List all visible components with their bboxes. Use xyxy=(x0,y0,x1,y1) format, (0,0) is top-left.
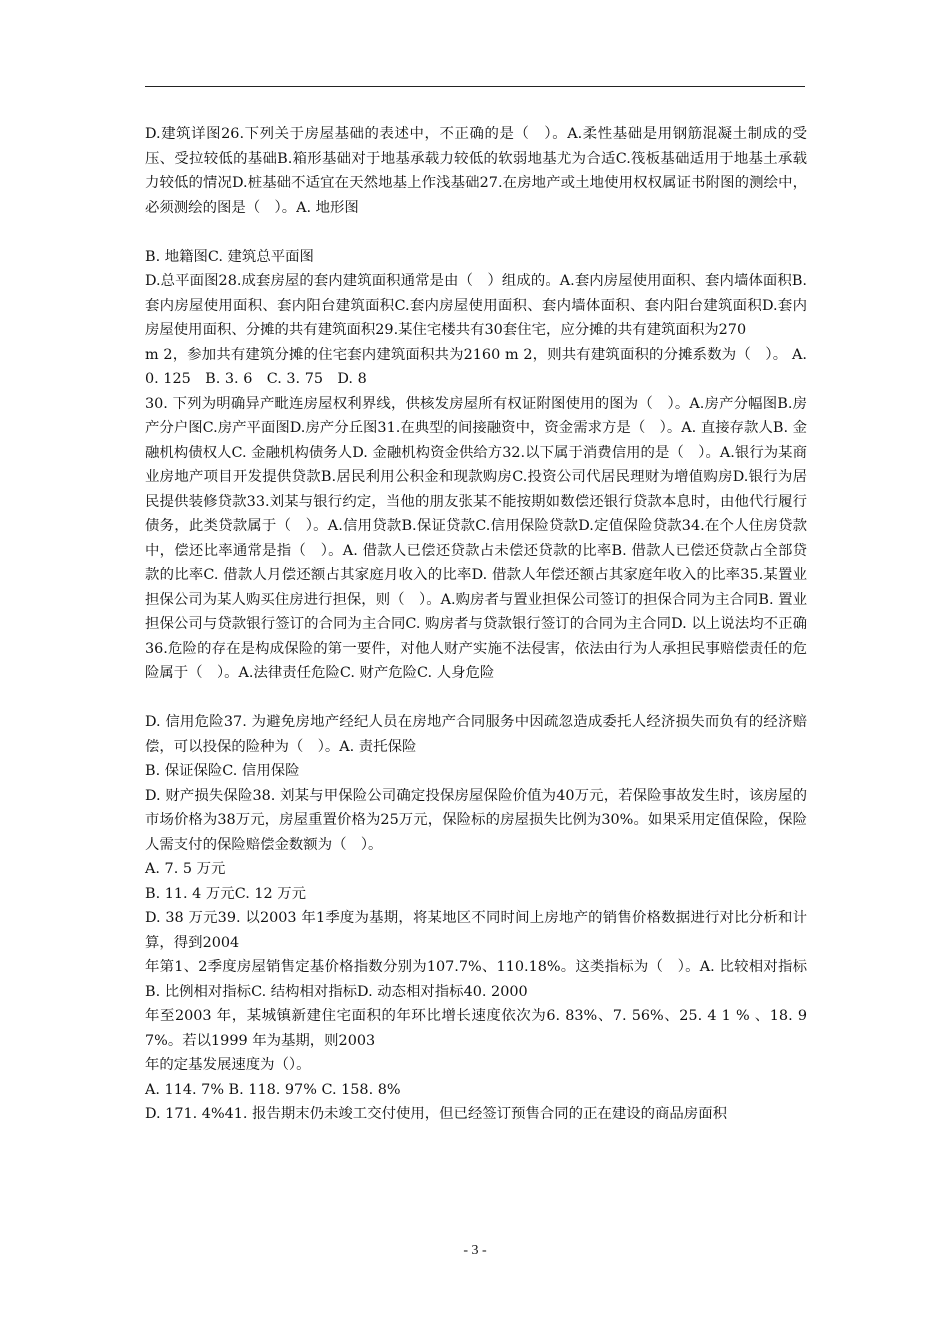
paragraph-q38-q39: D. 38 万元39. 以2003 年1季度为基期，将某地区不同时间上房地产的销售价格数据进行对比分析和计算，得到2004 xyxy=(145,910,807,951)
paragraph-q40-options: A. 114. 7% B. 118. 97% C. 158. 8% xyxy=(145,1081,401,1098)
paragraph-q30-q36: 30. 下列为明确异产毗连房屋权利界线，供核发房屋所有权证附图使用的图为（ ）。A.房产分幅图B.房产分户图C.房产平面图D.房产分丘图31.在典型的间接融资中，资金需求方是（ ）。A. 直接存款人B. 金融机构债权人C. 金融机构债务人D. 金融机构资金供给方32.以下属于消费信用的是（ ）。A.银行为某商业房地产项目开发提供贷款B.居民利用公积金和现款购房C.投资公司代居民理财为增值购房D.银行为居民提供装修贷款33.刘某与银行约定，当他的朋友张某不能按期如数偿还银行贷款本息时，由他代行履行债务，此类贷款属于（ ）。A.信用贷款B.保证贷款C.信用保险贷款D.定值保险贷款34.在个人住房贷款中，偿还比率通常是指（ ）。A. 借款人已偿还贷款占未偿还贷款的比率B. 借款人已偿还贷款占全部贷款的比率C. 借款人月偿还额占其家庭月收入的比率D. 借款人年偿还额占其家庭年收入的比率35.某置业担保公司为某人购买住房进行担保，则（ ）。A.购房者与置业担保公司签订的担保合同为主合同B. 置业担保公司与贷款银行签订的合同为主合同C. 购房者与贷款银行签订的合同为主合同D. 以上说法均不正确36.危险的存在是构成保险的第一要件，对他人财产实施不法侵害，依法由行为人承担民事赔偿责任的危险属于（ ）。A.法律责任危险C. 财产危险C. 人身危险 xyxy=(145,395,807,681)
paragraph-q38-options-bc: B. 11. 4 万元C. 12 万元 xyxy=(145,885,307,902)
paragraph-q29-options: m 2，参加共有建筑分摊的住宅套内建筑面积共为2160 m 2，则共有建筑面积的分摊系数为（ ）。 A. 0. 125 B. 3. 6 C. 3. 75 D. 8 xyxy=(145,346,807,387)
header-rule xyxy=(145,86,805,87)
paragraph-q40-stem-end: 年的定基发展速度为（）。 xyxy=(145,1057,311,1073)
page-number: - 3 - xyxy=(463,1243,487,1258)
paragraph-gap xyxy=(145,686,807,711)
paragraph-q36-q37: D. 信用危险37. 为避免房地产经纪人员在房地产合同服务中因疏忽造成委托人经济损失而负有的经济赔偿，可以投保的险种为（ ）。A. 责托保险 xyxy=(145,714,807,755)
paragraph-q27-q29: D.总平面图28.成套房屋的套内建筑面积通常是由（ ）组成的。A.套内房屋使用面积、套内墙体面积B.套内房屋使用面积、套内阳台建筑面积C.套内房屋使用面积、套内墙体面积、套内阳台建筑面积D.套内房屋使用面积、分摊的共有建筑面积29.某住宅楼共有30套住宅，应分摊的共有建筑面积为270 xyxy=(145,273,807,338)
paragraph-gap xyxy=(145,220,807,245)
document-body xyxy=(145,122,807,1127)
paragraph-q27-options: B. 地籍图C. 建筑总平面图 xyxy=(145,248,314,265)
paragraph-q38-option-a: A. 7. 5 万元 xyxy=(145,861,226,877)
paragraph-q39-q40: 年第1、2季度房屋销售定基价格指数分别为107.7%、110.18%。这类指标为（ ）。A. 比较相对指标B. 比例相对指标C. 结构相对指标D. 动态相对指标40. 2000 xyxy=(145,959,807,1000)
paragraph-q37-q38: D. 财产损失保险38. 刘某与甲保险公司确定投保房屋保险价值为40万元，若保险事故发生时，该房屋的市场价格为38万元，房屋重置价格为25万元，保险标的房屋损失比例为30%。如果采用定值保险，保险人需支付的保险赔偿金数额为（ ）。 xyxy=(145,787,807,853)
paragraph-q40-body: 年至2003 年，某城镇新建住宅面积的年环比增长速度依次为6. 83%、7. 56%、25. 4 1 % 、18. 97%。若以1999 年为基期，则2003 xyxy=(145,1008,807,1049)
paragraph-q25-q27: D.建筑详图26.下列关于房屋基础的表述中，不正确的是（ ）。A.柔性基础是用钢筋混凝土制成的受压、受拉较低的基础B.箱形基础对于地基承载力较低的软弱地基尤为合适C.筏板基础适用于地基土承载力较低的情况D.桩基础不适宜在天然地基上作浅基础27.在房地产或土地使用权权属证书附图的测绘中，必须测绘的图是（ ）。A. 地形图 xyxy=(145,126,807,216)
paragraph-q37-options: B. 保证保险C. 信用保险 xyxy=(145,763,300,779)
paragraph-q40-q41: D. 171. 4%41. 报告期末仍未竣工交付使用，但已经签订预售合同的正在建设的商品房面积 xyxy=(145,1106,727,1122)
